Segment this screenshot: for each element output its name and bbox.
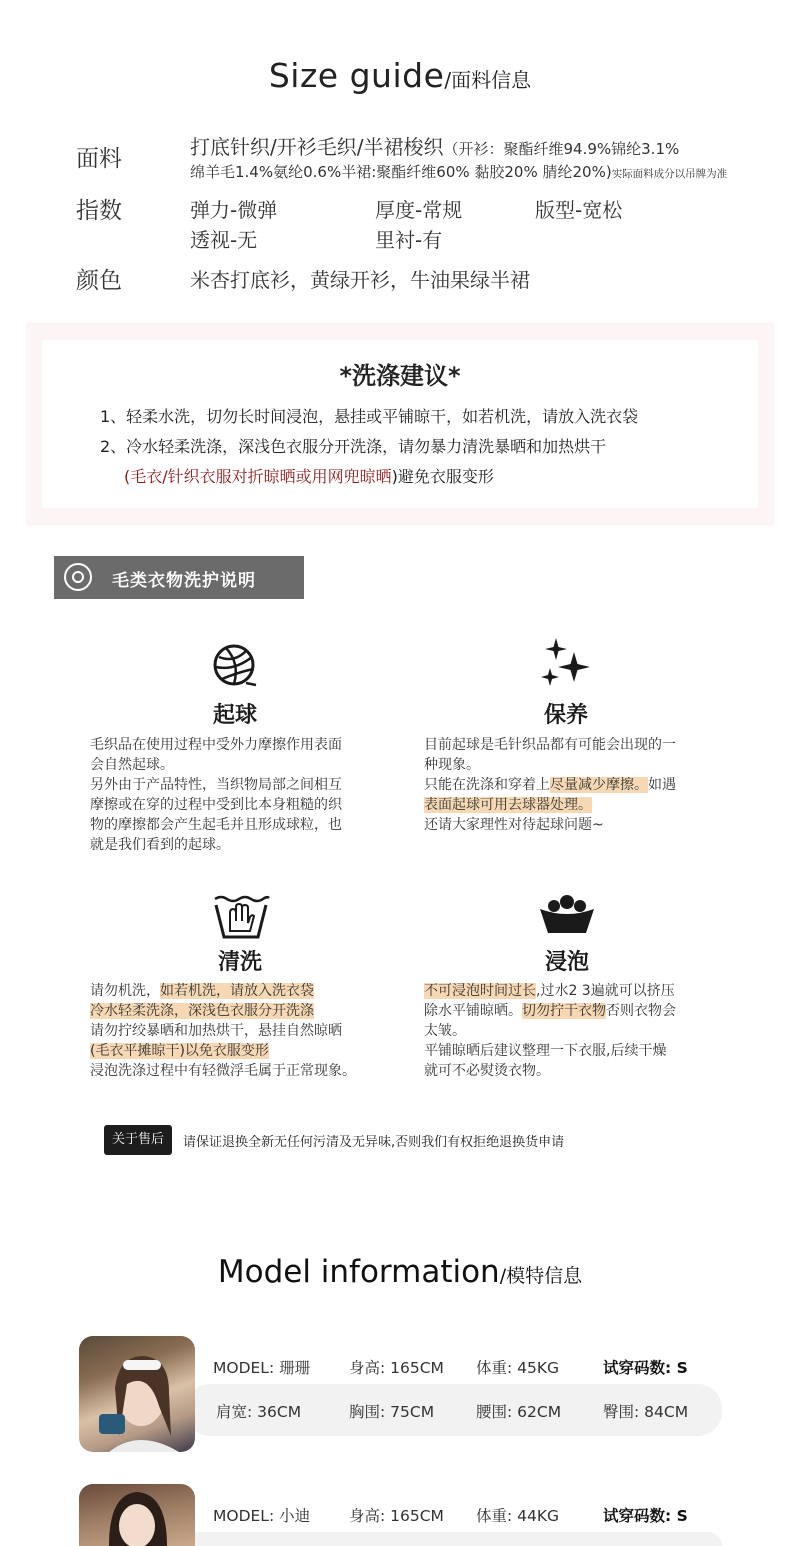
size-guide-title-zh: /面料信息 xyxy=(444,68,532,92)
maintenance-text: 如遇 xyxy=(648,777,676,793)
model-1-model: MODEL: 珊珊 xyxy=(213,1359,311,1377)
maintenance-highlight: 尽量减少摩擦。 xyxy=(550,777,648,793)
size-guide-title xyxy=(0,56,800,95)
fabric-main-text: 打底针织/开衫毛织/半裙梭织 xyxy=(190,135,444,159)
fabric-note: 实际面料成分以吊牌为准 xyxy=(611,168,728,180)
washing-line-2: 2、冷水轻柔洗涤，深浅色衣服分开洗涤，请勿暴力清洗暴晒和加热烘干 xyxy=(100,437,607,456)
fit: 版型-宽松 xyxy=(535,198,623,222)
maintenance-line: 还请大家理性对待起球问题~ xyxy=(424,817,604,833)
soaking-highlight: 切勿拧干衣物 xyxy=(522,1003,606,1019)
color-label: 颜色 xyxy=(76,268,122,294)
soaking-highlight: 不可浸泡时间过长 xyxy=(424,983,536,999)
hand-wash-icon xyxy=(212,893,270,939)
soaking-body xyxy=(424,981,676,1081)
after-sales-tag: 关于售后 xyxy=(104,1125,172,1155)
soaking-line: 就可不必熨烫衣物。 xyxy=(424,1063,550,1079)
model-2-model: MODEL: 小迪 xyxy=(213,1507,311,1525)
model-1-waist: 腰围: 62CM xyxy=(476,1403,562,1421)
pilling-line: 毛织品在使用过程中受外力摩擦作用表面 xyxy=(90,737,342,753)
wool-care-badge xyxy=(54,556,304,599)
model-1-chest: 胸围: 75CM xyxy=(349,1403,435,1421)
washing-line-3-red: (毛衣/针织衣服对折晾晒或用网兜晾晒 xyxy=(124,467,392,486)
model-2-photo xyxy=(79,1484,195,1546)
maintenance-body xyxy=(424,735,676,835)
colors: 米杏打底衫，黄绿开衫，牛油果绿半裙 xyxy=(190,268,530,292)
model-2-measure-bar xyxy=(186,1532,722,1546)
yarn-ball-icon xyxy=(212,643,258,689)
washing-line-3-rest: )避免衣服变形 xyxy=(391,467,494,486)
maintenance-line xyxy=(424,795,676,815)
fabric-detail-line xyxy=(190,161,727,182)
model-2-portrait xyxy=(79,1484,195,1546)
washing-care-line: 请勿拧绞暴晒和加热烘干，悬挂自然晾晒 xyxy=(90,1023,342,1039)
pilling-line: 物的摩擦都会产生起毛并且形成球粒，也 xyxy=(90,817,342,833)
washing-title: *洗涤建议* xyxy=(339,362,461,390)
fabric-detail-2: 绵羊毛1.4%氨纶0.6%半裙:聚酯纤维60% 黏胶20% 腈纶20%) xyxy=(190,163,612,181)
soaking-title: 浸泡 xyxy=(544,950,589,975)
pilling-title: 起球 xyxy=(212,703,257,728)
fabric-detail-1: （开衫：聚酯纤维94.9%锦纶3.1% xyxy=(443,140,680,158)
pilling-body xyxy=(90,735,342,855)
washing-care-body xyxy=(90,981,356,1081)
index-label: 指数 xyxy=(76,198,122,224)
washing-care-title: 清洗 xyxy=(217,950,262,975)
washing-care-line xyxy=(90,1041,356,1061)
see-through: 透视-无 xyxy=(190,228,258,252)
fabric-label: 面料 xyxy=(76,146,122,172)
maintenance-line xyxy=(424,775,676,795)
wool-care-badge-label: 毛类衣物洗护说明 xyxy=(112,571,256,591)
soaking-line xyxy=(424,1001,676,1021)
model-2-size: 试穿码数: S xyxy=(603,1507,688,1525)
washing-care-line xyxy=(90,981,356,1001)
maintenance-line: 目前起球是毛针织品都有可能会出现的一 xyxy=(424,737,676,753)
circle-logo-icon xyxy=(64,563,92,591)
soaking-text: 除水平铺晾晒。 xyxy=(424,1003,522,1019)
washing-care-highlight: 如若机洗，请放入洗衣袋 xyxy=(160,983,314,999)
lining: 里衬-有 xyxy=(375,228,443,252)
washing-care-line: 浸泡洗涤过程中有轻微浮毛属于正常现象。 xyxy=(90,1063,356,1079)
model-info-title-zh: /模特信息 xyxy=(499,1265,583,1287)
washing-care-highlight: 冷水轻柔洗涤，深浅色衣服分开洗涤 xyxy=(90,1003,314,1019)
washing-care-highlight: (毛衣平摊晾干)以免衣服变形 xyxy=(90,1043,269,1059)
pilling-line: 另外由于产品特性，当织物局部之间相互 xyxy=(90,777,342,793)
model-1-photo xyxy=(79,1336,195,1452)
model-1-size: 试穿码数: S xyxy=(603,1359,688,1377)
washing-line-1: 1、轻柔水洗，切勿长时间浸泡，悬挂或平铺晾干，如若机洗，请放入洗衣袋 xyxy=(100,407,639,426)
soaking-line: 太皱。 xyxy=(424,1023,466,1039)
model-1-weight: 体重: 45KG xyxy=(476,1359,560,1377)
maintenance-title: 保养 xyxy=(543,703,588,728)
maintenance-highlight: 表面起球可用去球器处理。 xyxy=(424,797,592,813)
fabric-main xyxy=(190,131,679,160)
model-1-portrait xyxy=(79,1336,195,1452)
washing-care-text: 请勿机洗， xyxy=(90,983,160,999)
model-1-hip: 臀围: 84CM xyxy=(603,1403,689,1421)
model-info-title xyxy=(0,1254,800,1290)
washing-care-line xyxy=(90,1001,356,1021)
maintenance-line: 种现象。 xyxy=(424,757,480,773)
model-2-weight: 体重: 44KG xyxy=(476,1507,560,1525)
washing-line-3 xyxy=(124,464,494,487)
soaking-line xyxy=(424,981,676,1001)
soaking-text: 否则衣物会 xyxy=(606,1003,676,1019)
elasticity: 弹力-微弹 xyxy=(190,198,278,222)
sparkle-icon xyxy=(540,638,592,690)
model-1-height: 身高: 165CM xyxy=(349,1359,444,1377)
pilling-line: 会自然起球。 xyxy=(90,757,174,773)
after-sales-text: 请保证退换全新无任何污清及无异味,否则我们有权拒绝退换货申请 xyxy=(183,1135,565,1150)
pilling-line: 摩擦或在穿的过程中受到比本身粗糙的织 xyxy=(90,797,342,813)
basin-icon xyxy=(538,893,596,935)
pilling-line: 就是我们看到的起球。 xyxy=(90,837,230,853)
model-info-title-en: Model information xyxy=(217,1254,500,1290)
soaking-text: ,过水2 3遍就可以挤压 xyxy=(536,983,675,999)
maintenance-text: 只能在洗涤和穿着上 xyxy=(424,777,550,793)
thickness: 厚度-常规 xyxy=(375,198,463,222)
model-1-shoulder: 肩宽: 36CM xyxy=(216,1403,302,1421)
soaking-line: 平铺晾晒后建议整理一下衣服,后续干燥 xyxy=(424,1043,667,1059)
size-guide-title-en: Size guide xyxy=(268,56,445,95)
model-2-height: 身高: 165CM xyxy=(349,1507,444,1525)
